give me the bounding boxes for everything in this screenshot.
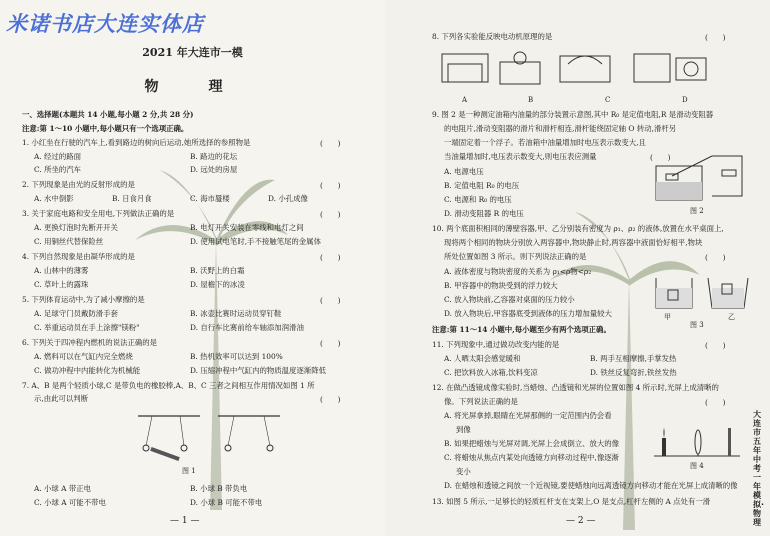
q12-option-a: A. 将光屏拿掉,眼睛在光屏那侧的一定范围内仍会看 bbox=[444, 411, 612, 420]
figure-4-lens-diagram bbox=[652, 420, 742, 460]
q7-option-c: C. 小球 A 可能不带电 bbox=[34, 498, 106, 507]
question-9-cont-1: 的电阻片,滑动变阻器的滑片和滑杆相连,滑杆能绕固定轴 O 转动,滑杆另 bbox=[444, 124, 677, 133]
q8-label-d: D bbox=[682, 96, 688, 104]
q12-option-c: C. 将蜡烛从焦点内某处向透镜方向移动过程中,像逐渐 bbox=[444, 453, 620, 462]
side-series-label: 大连市五年中考一年模拟·物理 bbox=[753, 410, 765, 527]
page-number-1: — 1 — bbox=[170, 516, 200, 526]
exam-title: 2021 年大连市一模 bbox=[142, 46, 243, 59]
q3-option-c: C. 用铜丝代替保险丝 bbox=[34, 237, 104, 246]
question-9-cont-2: 一端固定着一个浮子。若油箱中油量增加时电压表示数变大,且 bbox=[444, 138, 646, 147]
answer-bracket: ( ) bbox=[650, 153, 671, 162]
answer-bracket: ( ) bbox=[320, 139, 341, 148]
q12-option-b: B. 如果把蜡烛与光屏对调,光屏上会成倒立、放大的像 bbox=[444, 439, 620, 448]
q6-option-a: A. 燃料可以在气缸内完全燃烧 bbox=[34, 352, 133, 361]
answer-bracket: ( ) bbox=[320, 395, 341, 404]
q2-option-c: C. 海市蜃楼 bbox=[190, 194, 230, 203]
q11-option-c: C. 把饮料放入冰箱,饮料变凉 bbox=[444, 368, 538, 377]
q9-option-b: B. 定值电阻 R₀ 的电压 bbox=[444, 181, 520, 190]
answer-bracket: ( ) bbox=[705, 253, 726, 262]
q10-option-d: D. 放入物块后,甲容器底受到液体的压力增加量较大 bbox=[444, 309, 612, 318]
question-7-cont: 示,由此可以判断 bbox=[34, 394, 89, 403]
q11-option-d: D. 铁丝反复弯折,铁丝发热 bbox=[590, 368, 677, 377]
q1-option-b: B. 路边的花坛 bbox=[190, 152, 238, 161]
figure-2-caption: 图 2 bbox=[690, 207, 704, 215]
answer-bracket: ( ) bbox=[705, 33, 726, 42]
answer-bracket: ( ) bbox=[705, 341, 726, 350]
note-single-choice: 注意:第 1～10 小题中,每小题只有一个选项正确。 bbox=[22, 124, 189, 133]
q5-option-d: D. 自行车比赛前给车轴添加润滑油 bbox=[190, 323, 304, 332]
question-2: 2. 下列现象是由光的反射形成的是 bbox=[22, 180, 135, 189]
figure-2-oil-tank-diagram bbox=[652, 146, 752, 206]
answer-bracket: ( ) bbox=[320, 296, 341, 305]
q11-option-a: A. 人晒太阳会感觉暖和 bbox=[444, 354, 521, 363]
q8-experiment-diagrams bbox=[438, 44, 728, 96]
question-7: 7. A、B 是两个轻质小球,C 是带负电的橡胶棒,A、B、C 三者之间相互作用情况如图 1 所 bbox=[22, 381, 315, 390]
q9-option-c: C. 电源和 R₀ 的电压 bbox=[444, 195, 512, 204]
figure-3-containers-diagram bbox=[652, 274, 752, 314]
q5-option-a: A. 足球守门员戴防滑手套 bbox=[34, 309, 118, 318]
q2-option-a: A. 水中倒影 bbox=[34, 194, 74, 203]
answer-bracket: ( ) bbox=[705, 398, 726, 407]
q1-option-a: A. 经过的路面 bbox=[34, 152, 81, 161]
q5-option-b: B. 冰壶比赛时运动员穿钉鞋 bbox=[190, 309, 282, 318]
question-12-cont: 像。下列说法正确的是 bbox=[444, 397, 518, 406]
q9-option-d: D. 滑动变阻器 R 的电压 bbox=[444, 209, 524, 218]
subject-title: 物 理 bbox=[144, 79, 241, 95]
question-10-cont-1: 现将两个相同的物块分别放入两容器中,物块静止时,两容器中液面恰好相平,物块 bbox=[444, 238, 703, 247]
q10-option-a: A. 液体密度与物块密度的关系为 ρ₁<ρ物<ρ₂ bbox=[444, 267, 592, 276]
q4-option-a: A. 山林中的薄雾 bbox=[34, 266, 89, 275]
q2-option-d: D. 小孔成像 bbox=[268, 194, 308, 203]
question-10: 10. 两个底面积相同的薄壁容器,甲、乙分别装有密度为 ρ₁、ρ₂ 的液体,放置在水平桌面上, bbox=[432, 224, 724, 233]
figure-3-jia-label: 甲 bbox=[664, 313, 671, 321]
figure-3-yi-label: 乙 bbox=[728, 313, 735, 321]
answer-bracket: ( ) bbox=[320, 253, 341, 262]
q4-option-d: D. 屋檐下的冰凌 bbox=[190, 280, 245, 289]
q6-option-b: B. 热机效率可以达到 100% bbox=[190, 352, 283, 361]
question-10-cont-2: 所处位置如图 3 所示。则下列说法正确的是 bbox=[444, 252, 587, 261]
q8-label-b: B bbox=[528, 96, 534, 104]
q1-option-c: C. 所坐的汽车 bbox=[34, 165, 82, 174]
q6-option-d: D. 压缩冲程中气缸内的物质温度逐渐降低 bbox=[190, 366, 327, 375]
q7-option-a: A. 小球 A 带正电 bbox=[34, 484, 92, 493]
answer-bracket: ( ) bbox=[320, 181, 341, 190]
question-12: 12. 在做凸透镜成像实验时,当蜡烛、凸透镜和光屏的位置如图 4 所示时,光屏上成清晰的 bbox=[432, 383, 719, 392]
question-5: 5. 下列体育运动中,为了减小摩擦的是 bbox=[22, 295, 145, 304]
figure-3-caption: 图 3 bbox=[690, 321, 704, 329]
page-number-2: — 2 — bbox=[566, 516, 596, 526]
question-9: 9. 图 2 是一种测定油箱内油量的部分装置示意图,其中 R₀ 是定值电阻,R 是滑动变阻器 bbox=[432, 110, 714, 119]
question-4: 4. 下列自然现象是由凝华形成的是 bbox=[22, 252, 135, 261]
section-heading: 一、选择题(本题共 14 小题,每小题 2 分,共 28 分) bbox=[22, 110, 194, 119]
q1-option-d: D. 远处的房屋 bbox=[190, 165, 238, 174]
q4-option-b: B. 沃野上的白霜 bbox=[190, 266, 245, 275]
q12-option-a-cont: 到像 bbox=[456, 425, 471, 434]
q12-option-d: D. 在蜡烛和透镜之间放一个近视镜,要使蜡烛向远离透镜方向移动才能在光屏上成清晰的像 bbox=[444, 481, 738, 490]
note-multiple-choice: 注意:第 11～14 小题中,每小题至少有两个选项正确。 bbox=[432, 325, 611, 334]
q2-option-b: B. 日食月食 bbox=[112, 194, 152, 203]
q9-option-a: A. 电源电压 bbox=[444, 167, 484, 176]
q7-option-d: D. 小球 B 可能不带电 bbox=[190, 498, 263, 507]
q12-option-c-cont: 变小 bbox=[456, 467, 471, 476]
q4-option-c: C. 草叶上的露珠 bbox=[34, 280, 89, 289]
question-9-cont-3: 当油量增加时,电压表示数变大,则电压表应测量 bbox=[444, 152, 597, 161]
figure-4-caption: 图 4 bbox=[690, 462, 704, 470]
q8-label-c: C bbox=[605, 96, 611, 104]
watermark: 米诺书店大连实体店 bbox=[6, 12, 204, 36]
q3-option-a: A. 更换灯泡时先断开开关 bbox=[34, 223, 118, 232]
question-1: 1. 小红坐在行驶的汽车上,看到路边的树向后运动,她所选择的参照物是 bbox=[22, 138, 251, 147]
q3-option-d: D. 使用试电笔时,手不接触笔尾的金属体 bbox=[190, 237, 321, 246]
figure-1-caption: 图 1 bbox=[182, 467, 196, 475]
q5-option-c: C. 举重运动员在手上涂擦"镁粉" bbox=[34, 323, 140, 332]
q8-label-a: A bbox=[462, 96, 468, 104]
q11-option-b: B. 两手互相摩擦,手掌发热 bbox=[590, 354, 677, 363]
question-6: 6. 下列关于四冲程内燃机的说法正确的是 bbox=[22, 338, 158, 347]
answer-bracket: ( ) bbox=[320, 339, 341, 348]
q10-option-b: B. 甲容器中的物块受到的浮力较大 bbox=[444, 281, 558, 290]
question-3: 3. 关于家庭电路和安全用电,下列做法正确的是 bbox=[22, 209, 175, 218]
question-11: 11. 下列现象中,通过做功改变内能的是 bbox=[432, 340, 560, 349]
q10-option-c: C. 放入物块前,乙容器对桌面的压力较小 bbox=[444, 295, 575, 304]
q7-option-b: B. 小球 B 带负电 bbox=[190, 484, 248, 493]
q3-option-b: B. 电灯开关安装在零线和电灯之间 bbox=[190, 223, 304, 232]
q6-option-c: C. 做功冲程中内能转化为机械能 bbox=[34, 366, 141, 375]
answer-bracket: ( ) bbox=[320, 210, 341, 219]
question-13: 13. 如图 5 所示,一足够长的轻质杠杆支在支架上,O 是支点,杠杆左侧的 A 点处有一滑 bbox=[432, 497, 711, 506]
figure-1-diagram bbox=[130, 408, 290, 468]
question-8: 8. 下列各实验能反映电动机原理的是 bbox=[432, 32, 553, 41]
